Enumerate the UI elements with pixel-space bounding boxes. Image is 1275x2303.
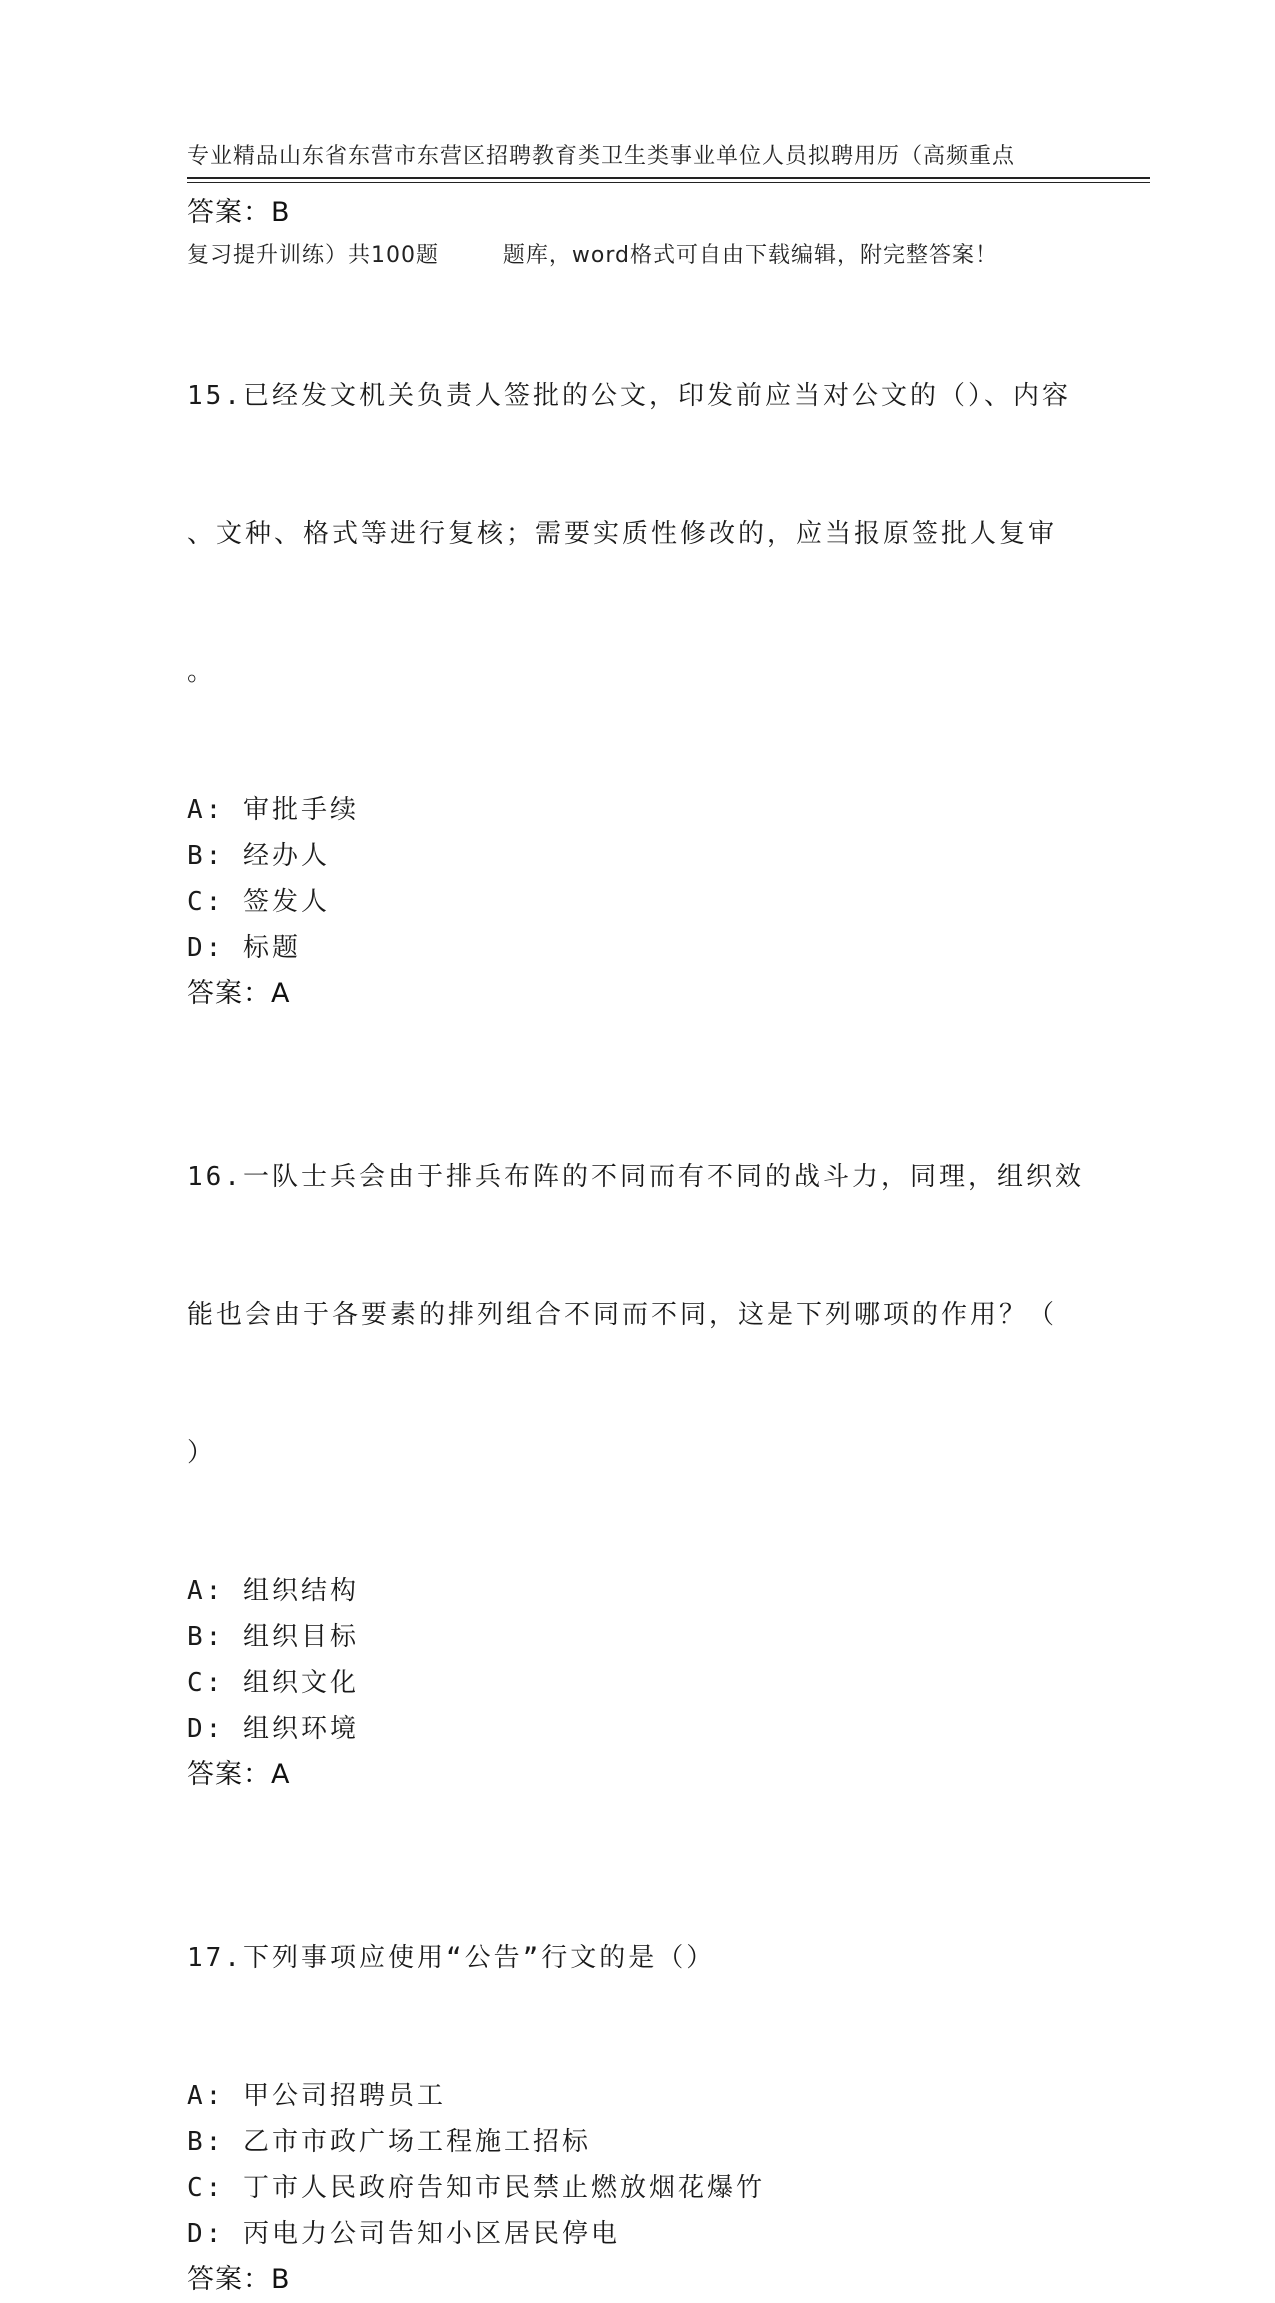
option-d: D: 组织环境 xyxy=(187,1714,359,1744)
question-list xyxy=(187,190,1087,2303)
option-b: B: 组织目标 xyxy=(187,1622,359,1652)
header-rule-thin xyxy=(187,182,1150,183)
stem-line: 、文种、格式等进行复核；需要实质性修改的，应当报原签批人复审 xyxy=(187,519,1058,549)
question-15 xyxy=(187,281,1087,1017)
option-d: D: 标题 xyxy=(187,933,301,963)
option-d: D: 丙电力公司告知小区居民停电 xyxy=(187,2219,620,2249)
option-b: B: 乙市市政广场工程施工招标 xyxy=(187,2127,591,2157)
option-a: A: 甲公司招聘员工 xyxy=(187,2081,446,2111)
answer-line: 答案：B xyxy=(187,2264,291,2295)
question-16 xyxy=(187,1062,1087,1798)
previous-answer: 答案：B xyxy=(187,197,291,228)
option-b: B: 经办人 xyxy=(187,841,330,871)
stem-line: 17.下列事项应使用“公告”行文的是（） xyxy=(187,1943,716,1973)
header-rule-thick xyxy=(187,177,1150,179)
stem-line: 。 xyxy=(187,657,217,687)
answer-line: 答案：A xyxy=(187,1759,291,1790)
option-c: C: 组织文化 xyxy=(187,1668,359,1698)
header-line-1: 专业精品山东省东营市东营区招聘教育类卫生类事业单位人员拟聘用历（高频重点 xyxy=(187,144,1016,169)
question-stem xyxy=(187,1062,1087,1568)
option-c: C: 丁市人民政府告知市民禁止燃放烟花爆竹 xyxy=(187,2173,765,2203)
stem-line: 16.一队士兵会由于排兵布阵的不同而有不同的战斗力，同理，组织效 xyxy=(187,1162,1084,1192)
question-17 xyxy=(187,1843,1087,2303)
option-a: A: 组织结构 xyxy=(187,1576,359,1606)
stem-line: 15.已经发文机关负责人签批的公文，印发前应当对公文的（）、内容 xyxy=(187,381,1071,411)
stem-line: ） xyxy=(187,1438,217,1468)
question-stem xyxy=(187,1843,1087,2073)
option-c: C: 签发人 xyxy=(187,887,330,917)
option-a: A: 审批手续 xyxy=(187,795,359,825)
header-line-2: 复习提升训练）共100题 题库，word格式可自由下载编辑，附完整答案！ xyxy=(187,243,999,268)
answer-line: 答案：A xyxy=(187,978,291,1009)
stem-line: 能也会由于各要素的排列组合不同而不同，这是下列哪项的作用？（ xyxy=(187,1300,1058,1330)
question-stem xyxy=(187,281,1087,787)
